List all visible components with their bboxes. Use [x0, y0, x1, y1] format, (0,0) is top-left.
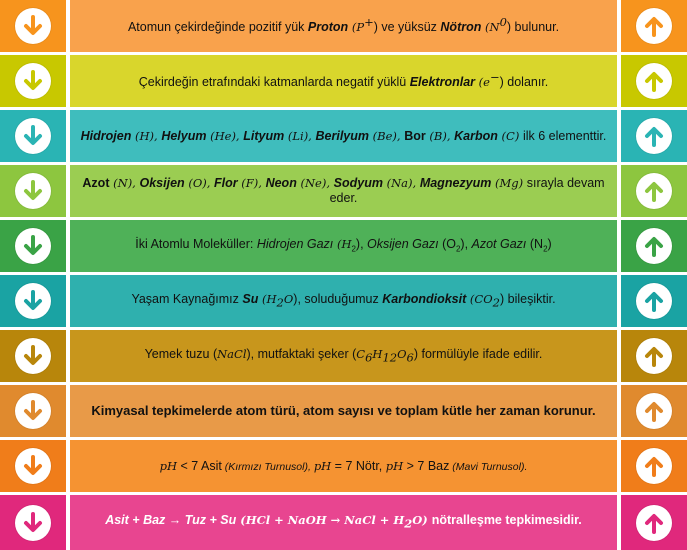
fact-row-water-co2 — [0, 275, 687, 327]
up-arrow-icon[interactable] — [636, 283, 672, 319]
right-cell — [621, 330, 687, 382]
right-cell — [621, 165, 687, 217]
right-cell — [621, 55, 687, 107]
left-cell — [0, 330, 66, 382]
fact-text: Yemek tuzu (NaCl), mutfaktaki şeker $(C_6H_{12}O_6)$ formülüyle ifade edilir. — [70, 330, 617, 382]
fact-row-conservation — [0, 385, 687, 437]
fact-row-salt-sugar — [0, 330, 687, 382]
left-cell — [0, 110, 66, 162]
up-arrow-icon[interactable] — [636, 118, 672, 154]
left-cell — [0, 440, 66, 492]
down-arrow-icon[interactable] — [15, 118, 51, 154]
fact-row-ph — [0, 440, 687, 492]
down-arrow-icon[interactable] — [15, 393, 51, 429]
up-arrow-icon[interactable] — [636, 505, 672, 541]
left-cell — [0, 220, 66, 272]
fact-row-diatomic-molecules — [0, 220, 687, 272]
right-cell — [621, 440, 687, 492]
left-cell — [0, 0, 66, 52]
right-cell — [621, 110, 687, 162]
right-cell — [621, 275, 687, 327]
up-arrow-icon[interactable] — [636, 8, 672, 44]
right-cell — [621, 495, 687, 550]
fact-row-proton-neutron — [0, 0, 687, 52]
up-arrow-icon[interactable] — [636, 448, 672, 484]
down-arrow-icon[interactable] — [15, 448, 51, 484]
fact-text: Hidrojen (H), Helyum (He), Lityum (Li), Berilyum (Be), Bor (B), Karbon (C) ilk 6 elementtir. — [70, 110, 617, 162]
left-cell — [0, 275, 66, 327]
up-arrow-icon[interactable] — [636, 63, 672, 99]
fact-text: Çekirdeğin etrafındaki katmanlarda negatif yüklü Elektronlar (e−) dolanır. — [70, 55, 617, 107]
fact-text: Yaşam Kaynağımız Su $(H_2O)$, soluduğumuz Karbondioksit $(CO_2)$ bileşiktir. — [70, 275, 617, 327]
left-cell — [0, 55, 66, 107]
fact-row-first-six-elements — [0, 110, 687, 162]
up-arrow-icon[interactable] — [636, 338, 672, 374]
up-arrow-icon[interactable] — [636, 393, 672, 429]
down-arrow-icon[interactable] — [15, 173, 51, 209]
fact-row-neutralization — [0, 495, 687, 550]
right-cell — [621, 0, 687, 52]
left-cell — [0, 495, 66, 550]
fact-text: İki Atomlu Moleküller: Hidrojen Gazı $(H_2)$, Oksijen Gazı $(O_2)$, Azot Gazı $(N_2)$ — [70, 220, 617, 272]
right-cell — [621, 385, 687, 437]
fact-text: Kimyasal tepkimelerde atom türü, atom sayısı ve toplam kütle her zaman korunur. — [70, 385, 617, 437]
left-cell — [0, 385, 66, 437]
right-cell — [621, 220, 687, 272]
fact-text: Atomun çekirdeğinde pozitif yük Proton (P+) ve yüksüz Nötron $(N^0)$ bulunur. — [70, 0, 617, 52]
left-cell — [0, 165, 66, 217]
down-arrow-icon[interactable] — [15, 8, 51, 44]
fact-row-electrons — [0, 55, 687, 107]
fact-row-next-elements — [0, 165, 687, 217]
fact-text: Azot (N), Oksijen (O), Flor (F), Neon (Ne), Sodyum (Na), Magnezyum (Mg) sırayla devam eder. — [70, 165, 617, 217]
up-arrow-icon[interactable] — [636, 173, 672, 209]
fact-text: pH < 7 Asit (Kırmızı Turnusol), pH = 7 Nötr, pH > 7 Baz (Mavi Turnusol). — [70, 440, 617, 492]
down-arrow-icon[interactable] — [15, 338, 51, 374]
down-arrow-icon[interactable] — [15, 63, 51, 99]
down-arrow-icon[interactable] — [15, 283, 51, 319]
down-arrow-icon[interactable] — [15, 228, 51, 264]
down-arrow-icon[interactable] — [15, 505, 51, 541]
fact-text: Asit + Baz → Tuz + Su (HCl + NaOH → NaCl + $H_2O$) nötralleşme tepkimesidir. — [70, 495, 617, 550]
up-arrow-icon[interactable] — [636, 228, 672, 264]
